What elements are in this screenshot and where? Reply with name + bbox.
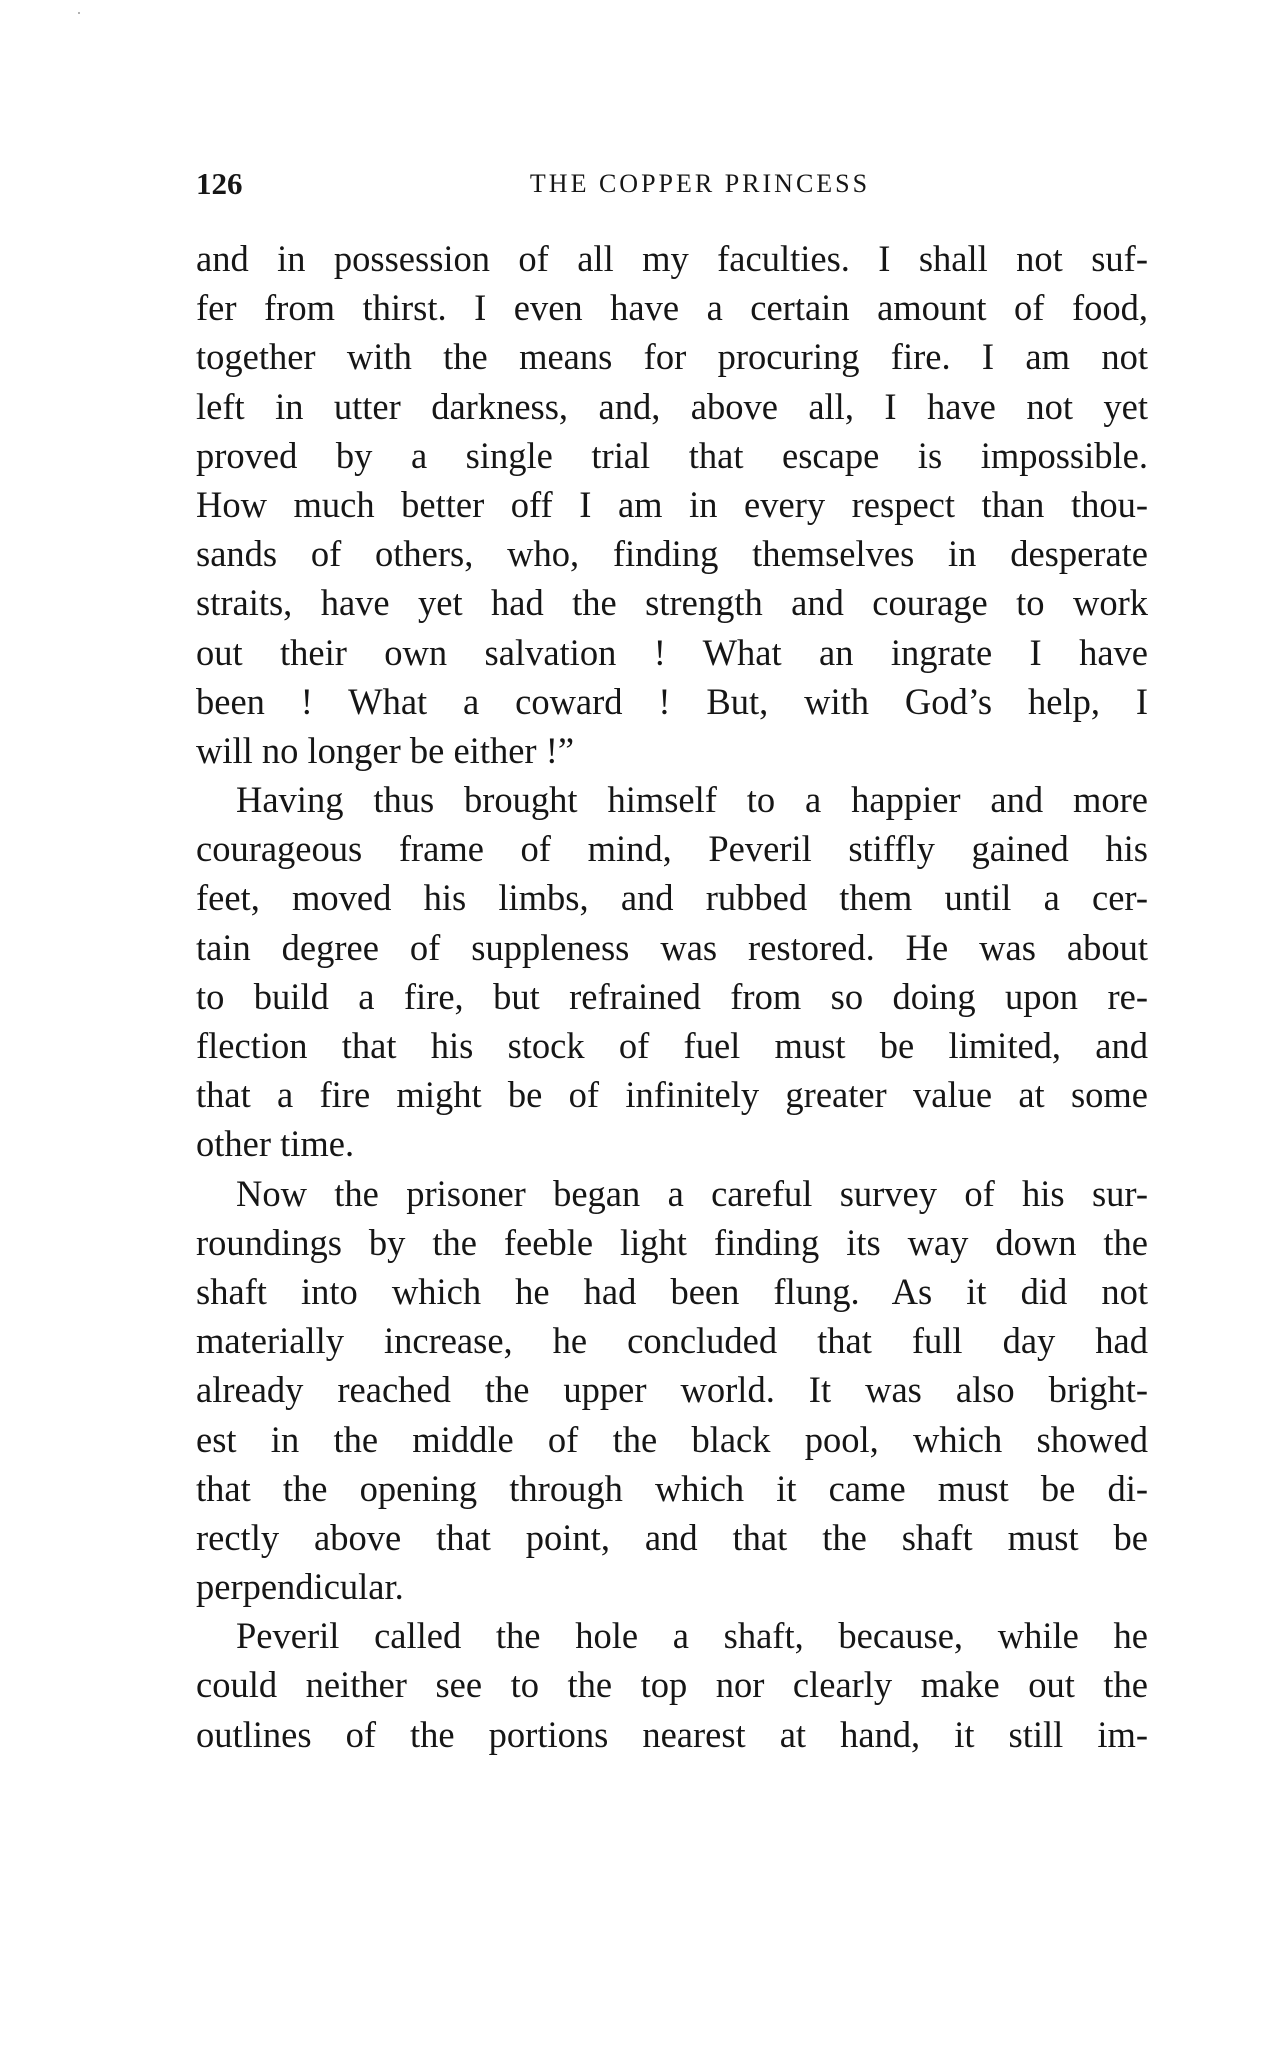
book-title: THE COPPER PRINCESS xyxy=(529,169,871,198)
text-line: How much better off I am in every respect than thou- xyxy=(196,483,1148,525)
text-line: fer from thirst. I even have a certain amount of food, xyxy=(196,287,1148,329)
text-line: that a fire might be of infinitely greater value at some xyxy=(196,1074,1148,1116)
text-line: materially increase, he concluded that full day had xyxy=(196,1320,1148,1362)
text-line: sands of others, who, finding themselves in desperate xyxy=(196,533,1148,575)
body-text xyxy=(196,234,1148,1759)
text-line: tain degree of suppleness was restored. He was about xyxy=(196,926,1148,968)
paragraph-start-line: Peveril called the hole a shaft, because, while he xyxy=(236,1615,1148,1657)
scan-speck xyxy=(78,12,80,14)
text-line: that the opening through which it came must be di- xyxy=(196,1467,1148,1509)
text-line: straits, have yet had the strength and courage to work xyxy=(196,582,1148,624)
text-line: already reached the upper world. It was also bright- xyxy=(196,1369,1148,1411)
page-number: 126 xyxy=(196,166,243,201)
text-line: could neither see to the top nor clearly make out the xyxy=(196,1664,1148,1706)
text-line: been ! What a coward ! But, with God’s help, I xyxy=(196,680,1148,722)
text-line: proved by a single trial that escape is impossible. xyxy=(196,434,1148,476)
text-line: rectly above that point, and that the shaft must be xyxy=(196,1516,1148,1558)
text-line: courageous frame of mind, Peveril stiffly gained his xyxy=(196,828,1148,870)
text-line: flection that his stock of fuel must be limited, and xyxy=(196,1025,1148,1066)
text-line: perpendicular. xyxy=(196,1566,404,1608)
text-line: est in the middle of the black pool, which showed xyxy=(196,1418,1148,1460)
text-line: outlines of the portions nearest at hand, it still im- xyxy=(196,1713,1148,1755)
text-line: other time. xyxy=(196,1123,355,1165)
text-line: together with the means for procuring fire. I am not xyxy=(196,336,1148,378)
text-line: shaft into which he had been flung. As it did not xyxy=(196,1270,1148,1312)
text-line: and in possession of all my faculties. I shall not suf- xyxy=(196,238,1148,279)
paragraph-start-line: Now the prisoner began a careful survey of his sur- xyxy=(236,1172,1148,1214)
text-line: left in utter darkness, and, above all, I have not yet xyxy=(196,385,1148,427)
text-line: will no longer be either !” xyxy=(196,729,575,771)
text-line: feet, moved his limbs, and rubbed them until a cer- xyxy=(196,877,1148,919)
paragraph-start-line: Having thus brought himself to a happier and more xyxy=(236,779,1148,821)
text-line: roundings by the feeble light finding its way down the xyxy=(196,1221,1148,1263)
text-line: out their own salvation ! What an ingrate I have xyxy=(196,631,1148,673)
text-line: to build a fire, but refrained from so doing upon re- xyxy=(196,975,1148,1017)
running-head xyxy=(196,164,1144,204)
